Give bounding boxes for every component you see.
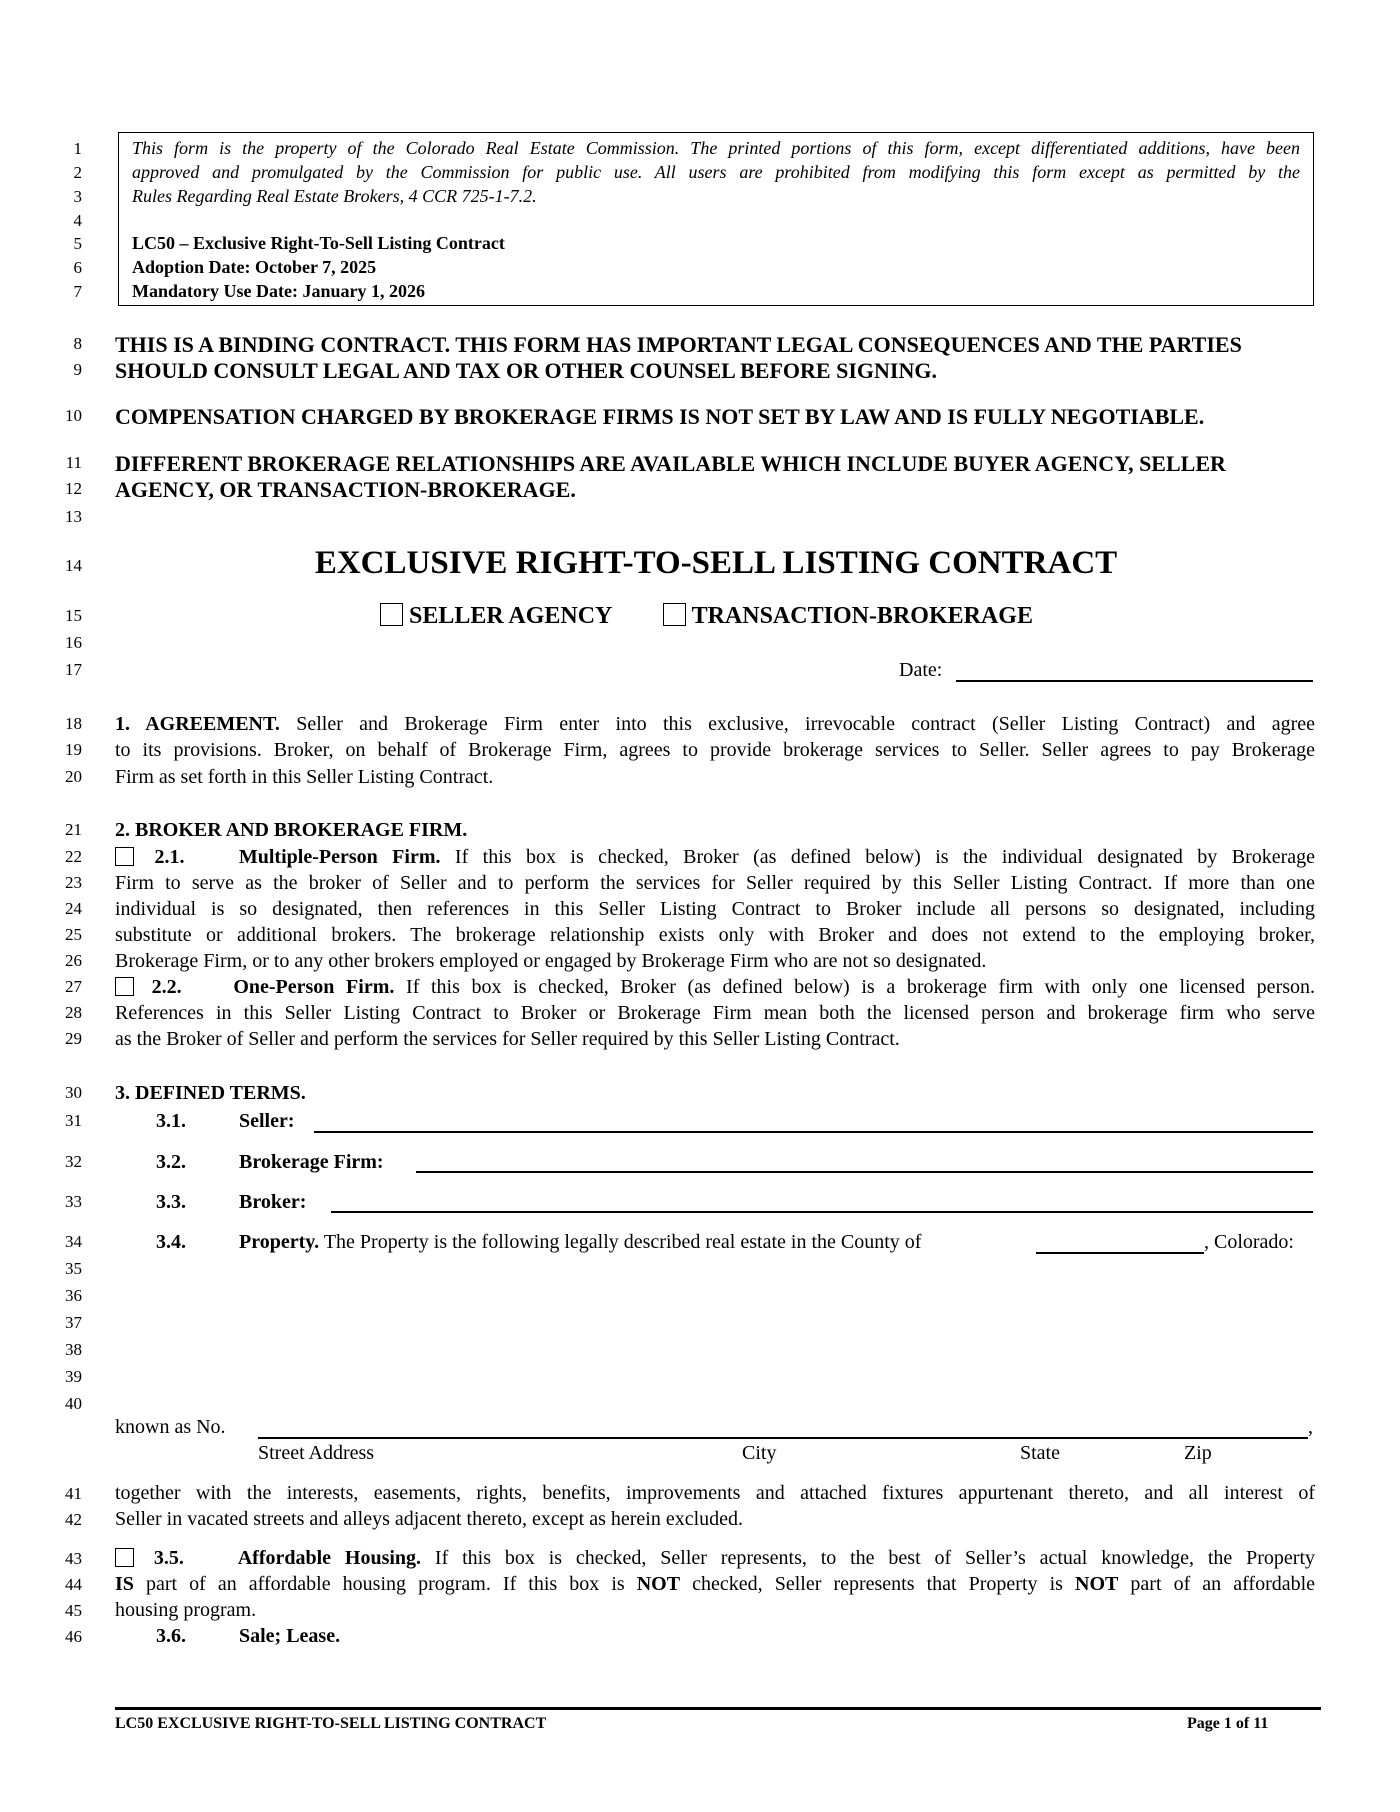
section1-heading: 1. AGREEMENT. (115, 713, 280, 735)
line-number: 40 (65, 1394, 82, 1413)
county-field[interactable] (1036, 1252, 1204, 1254)
line-number: 8 (73, 334, 82, 353)
line-number: 46 (65, 1627, 82, 1646)
line-number: 37 (65, 1313, 82, 1332)
line-number: 2 (73, 163, 82, 182)
section2-2-line: as the Broker of Seller and perform the services for Seller required by this Seller Listing Contract. (115, 1028, 900, 1050)
line-number: 43 (65, 1549, 82, 1568)
property-title: Property. (239, 1231, 320, 1253)
notice-line: This form is the property of the Colorado Real Estate Commission. The printed portions of this form, except differentiated additions, have been (132, 138, 1300, 158)
one-person-firm-checkbox[interactable] (115, 977, 134, 996)
sale-lease-title: Sale; Lease. (239, 1625, 341, 1647)
header-notice-box (118, 132, 1314, 306)
sale-lease-number: 3.6. (156, 1625, 186, 1647)
line-number: 14 (65, 556, 82, 575)
section1-line: Firm as set forth in this Seller Listing Contract. (115, 766, 494, 788)
brokerage-firm-label: Brokerage Firm: (239, 1151, 384, 1173)
section2-heading: 2. BROKER AND BROKERAGE FIRM. (115, 819, 468, 841)
relationships-warning: AGENCY, OR TRANSACTION-BROKERAGE. (115, 477, 576, 502)
colorado-suffix: , Colorado: (1204, 1231, 1294, 1253)
line-number: 5 (73, 234, 82, 253)
section2-1-line: 2.1. Multiple-Person Firm. If this box is checked, Broker (as defined below) is the individual designated by Brokerage (115, 846, 1315, 868)
seller-label: Seller: (239, 1110, 295, 1132)
legal-description-area[interactable] (115, 1262, 1315, 1412)
property-line: 3.4. (156, 1231, 186, 1253)
section2-1-line: individual is so designated, then references in this Seller Listing Contract to Broker include all persons so designated, including (115, 898, 1315, 920)
line-number: 21 (65, 820, 82, 839)
line-number: 33 (65, 1192, 82, 1211)
section2-1-line: substitute or additional brokers. The brokerage relationship exists only with Broker and does not extend to the employing broker, (115, 924, 1315, 946)
affordable-housing-line: housing program. (115, 1599, 257, 1621)
seller-agency-label: SELLER AGENCY (409, 603, 613, 629)
transaction-brokerage-option[interactable] (663, 602, 1033, 630)
appurtenances-line: together with the interests, easements, rights, benefits, improvements and attached fixtures appurtenant thereto, and all interest of (115, 1482, 1315, 1504)
property-text: Property. The Property is the following legally described real estate in the County of (239, 1231, 922, 1253)
brokerage-firm-number: 3.2. (156, 1151, 186, 1173)
line-number: 36 (65, 1286, 82, 1305)
city-caption: City (742, 1442, 777, 1464)
section2-2-line: References in this Seller Listing Contract to Broker or Brokerage Firm mean both the licensed person and brokerage firm who serve (115, 1002, 1315, 1024)
line-number: 41 (65, 1484, 82, 1503)
line-number: 13 (65, 507, 82, 526)
line-number: 25 (65, 925, 82, 944)
line-number: 35 (65, 1259, 82, 1278)
state-caption: State (1020, 1442, 1060, 1464)
appurtenances-line: Seller in vacated streets and alleys adjacent thereto, except as herein excluded. (115, 1508, 744, 1530)
broker-number: 3.3. (156, 1191, 186, 1213)
affordable-housing-line: IS part of an affordable housing program. If this box is NOT checked, Seller represents that Property is NOT part of an affordable (115, 1573, 1316, 1595)
transaction-brokerage-checkbox[interactable] (663, 603, 686, 626)
line-number: 10 (65, 406, 82, 425)
line-number: 3 (73, 187, 82, 206)
seller-field[interactable] (314, 1131, 1313, 1133)
multiple-person-firm-title: Multiple-Person Firm. (238, 846, 441, 868)
line-number: 6 (73, 258, 82, 277)
affordable-housing-checkbox[interactable] (115, 1548, 134, 1567)
section1-line: 1. AGREEMENT. Seller and Brokerage Firm enter into this exclusive, irrevocable contract (Seller Listing Contract) and agree (115, 713, 1315, 735)
seller-number: 3.1. (156, 1110, 186, 1132)
line-number: 26 (65, 951, 82, 970)
line-number: 16 (65, 633, 82, 652)
adoption-date: Adoption Date: October 7, 2025 (132, 257, 377, 277)
line-number: 7 (73, 282, 82, 301)
date-label: Date: (899, 659, 943, 681)
section3-heading: 3. DEFINED TERMS. (115, 1082, 306, 1104)
line-number: 44 (65, 1575, 82, 1594)
notice-line: Rules Regarding Real Estate Brokers, 4 CCR 725-1-7.2. (132, 186, 537, 206)
line-number: 38 (65, 1340, 82, 1359)
street-address-caption: Street Address (258, 1442, 375, 1464)
line-number: 4 (73, 211, 82, 230)
line-number: 9 (73, 360, 82, 379)
binding-warning: THIS IS A BINDING CONTRACT. THIS FORM HAS IMPORTANT LEGAL CONSEQUENCES AND THE PARTIES (115, 332, 1242, 357)
seller-agency-checkbox[interactable] (380, 603, 403, 626)
section2-2-line: 2.2. One-Person Firm. If this box is checked, Broker (as defined below) is a brokerage firm with only one licensed person. (115, 976, 1315, 998)
line-number: 15 (65, 606, 82, 625)
broker-label: Broker: (239, 1191, 307, 1213)
section1-line: to its provisions. Broker, on behalf of Brokerage Firm, agrees to provide brokerage services to Seller. Seller agrees to pay Brokerage (115, 739, 1315, 761)
multiple-person-firm-checkbox[interactable] (115, 847, 134, 866)
broker-field[interactable] (331, 1211, 1313, 1213)
line-number: 29 (65, 1029, 82, 1048)
line-number: 1 (73, 139, 82, 158)
page-number: Page 1 of 11 (1187, 1715, 1269, 1732)
seller-agency-option[interactable] (380, 602, 612, 630)
line-number: 42 (65, 1510, 82, 1529)
footer-rule (115, 1707, 1321, 1710)
relationships-warning: DIFFERENT BROKERAGE RELATIONSHIPS ARE AVAILABLE WHICH INCLUDE BUYER AGENCY, SELLER (115, 451, 1226, 476)
mandatory-use-date: Mandatory Use Date: January 1, 2026 (132, 281, 425, 301)
affordable-housing-line: 3.5. Affordable Housing. If this box is checked, Seller represents, to the best of Seller’s actual knowledge, the Property (115, 1547, 1315, 1569)
affordable-housing-title: Affordable Housing. (237, 1547, 422, 1569)
line-number: 18 (65, 714, 82, 733)
footer-form-title: LC50 EXCLUSIVE RIGHT-TO-SELL LISTING CONTRACT (115, 1715, 547, 1732)
document-title: EXCLUSIVE RIGHT-TO-SELL LISTING CONTRACT (314, 545, 1118, 581)
line-number: 20 (65, 767, 82, 786)
known-as-label: known as No. (115, 1416, 226, 1438)
zip-caption: Zip (1184, 1442, 1212, 1464)
compensation-warning: COMPENSATION CHARGED BY BROKERAGE FIRMS IS NOT SET BY LAW AND IS FULLY NEGOTIABLE. (115, 404, 1205, 429)
line-number: 28 (65, 1003, 82, 1022)
section2-1-line: Brokerage Firm, or to any other brokers employed or engaged by Brokerage Firm who are not so designated. (115, 950, 987, 972)
one-person-firm-title: One-Person Firm. (233, 976, 395, 998)
date-field[interactable] (956, 680, 1313, 682)
brokerage-firm-field[interactable] (416, 1171, 1313, 1173)
line-number: 24 (65, 899, 82, 918)
line-number: 27 (65, 977, 82, 996)
line-number: 11 (65, 453, 82, 472)
line-number: 34 (65, 1232, 82, 1251)
line-number: 22 (65, 847, 82, 866)
line-number: 32 (65, 1152, 82, 1171)
line-number: 31 (65, 1111, 82, 1130)
line-number: 30 (65, 1083, 82, 1102)
line-number: 39 (65, 1367, 82, 1386)
address-field[interactable] (258, 1437, 1308, 1439)
line-number: 17 (65, 660, 82, 679)
section2-1-line: Firm to serve as the broker of Seller and to perform the services for Seller required by this Seller Listing Contract. If more than one (115, 872, 1315, 894)
binding-warning: SHOULD CONSULT LEGAL AND TAX OR OTHER COUNSEL BEFORE SIGNING. (115, 358, 937, 383)
line-number: 23 (65, 873, 82, 892)
line-number: 19 (65, 740, 82, 759)
line-number: 12 (65, 479, 82, 498)
form-id: LC50 – Exclusive Right-To-Sell Listing Contract (132, 233, 505, 253)
notice-line: approved and promulgated by the Commission for public use. All users are prohibited from modifying this form except as permitted by the (132, 162, 1300, 182)
transaction-brokerage-label: TRANSACTION-BROKERAGE (691, 603, 1033, 629)
line-number: 45 (65, 1601, 82, 1620)
